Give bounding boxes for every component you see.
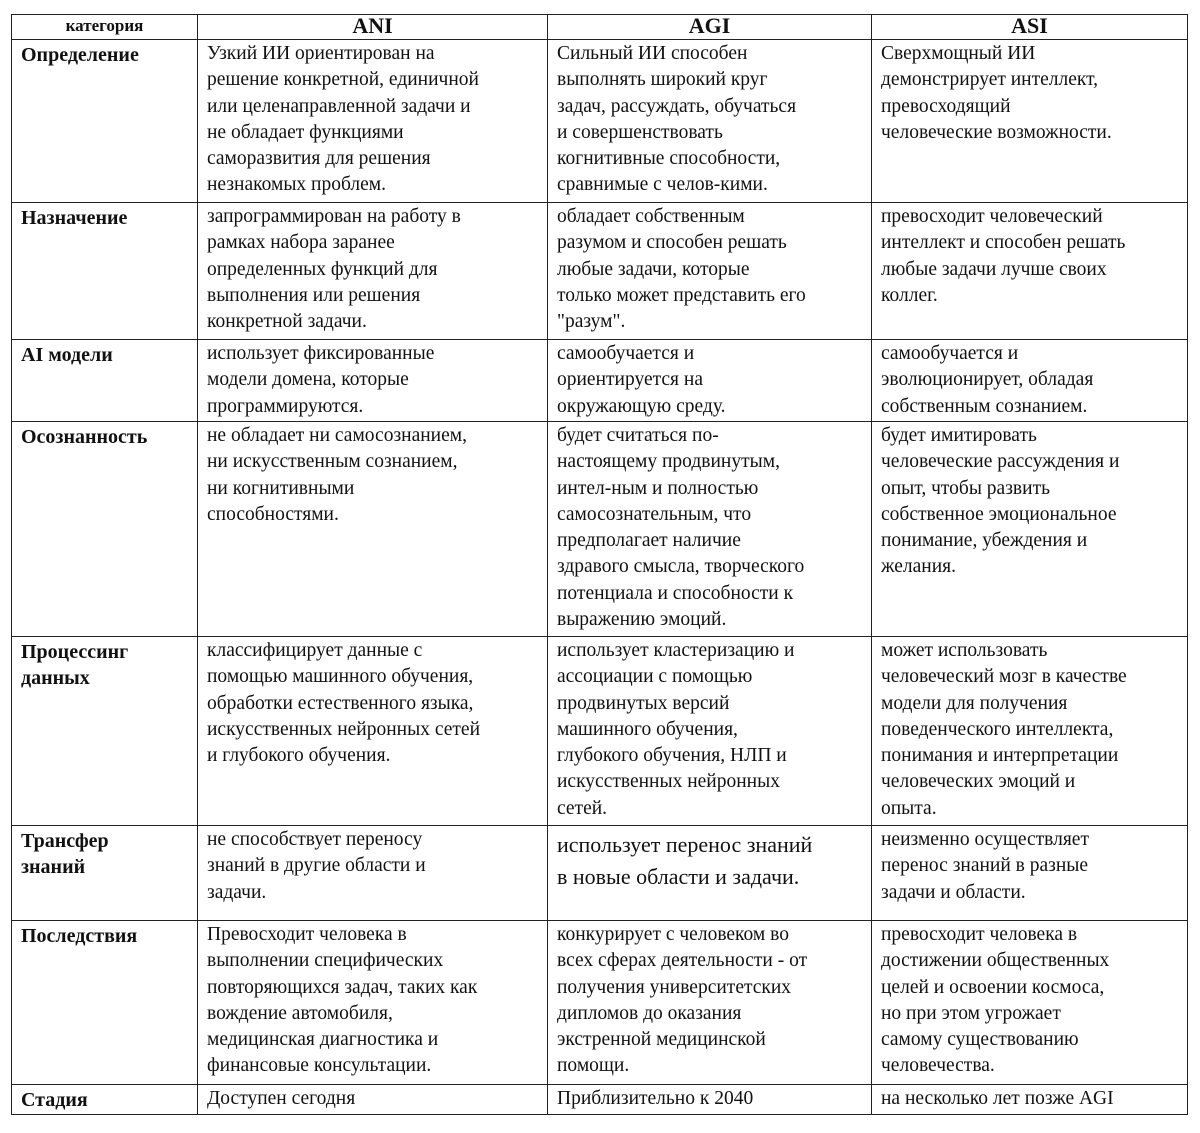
row-category: Процессинг данных: [12, 637, 198, 826]
row-category: Трансфер знаний: [12, 826, 198, 921]
table-row: [12, 921, 1188, 1085]
table-row: [12, 40, 1188, 203]
cell-agi: самообучается и ориентируется на окружающую среду.: [548, 340, 872, 422]
row-category: AI модели: [12, 340, 198, 422]
cell-agi: будет считаться по- настоящему продвинутым, интел-ным и полностью самосознательным, что предполагает наличие здравого смысла, творческого потенциала и способности к выражению эмоций.: [548, 422, 872, 637]
row-category: Стадия: [12, 1085, 198, 1115]
header-asi: ASI: [872, 15, 1188, 40]
cell-ani: классифицирует данные с помощью машинного обучения, обработки естественного языка, искусственных нейронных сетей и глубокого обучения.: [198, 637, 548, 826]
comparison-table: [11, 14, 1188, 1115]
cell-agi: Приблизительно к 2040: [548, 1085, 872, 1115]
header-row: [12, 15, 1188, 40]
table-row: [12, 422, 1188, 637]
cell-agi: обладает собственным разумом и способен решать любые задачи, которые только может представить его "разум".: [548, 203, 872, 340]
table-row: [12, 826, 1188, 921]
cell-agi: использует кластеризацию и ассоциации с помощью продвинутых версий машинного обучения, глубокого обучения, НЛП и искусственных нейронных сетей.: [548, 637, 872, 826]
header-category: категория: [12, 15, 198, 40]
cell-asi: самообучается и эволюционирует, обладая собственным сознанием.: [872, 340, 1188, 422]
cell-asi: превосходит человеческий интеллект и способен решать любые задачи лучше своих коллег.: [872, 203, 1188, 340]
row-category: Определение: [12, 40, 198, 203]
table-row: [12, 1085, 1188, 1115]
row-category: Назначение: [12, 203, 198, 340]
table-row: [12, 340, 1188, 422]
cell-ani: не способствует переносу знаний в другие области и задачи.: [198, 826, 548, 921]
row-category: Осознанность: [12, 422, 198, 637]
cell-agi: Сильный ИИ способен выполнять широкий круг задач, рассуждать, обучаться и совершенствовать когнитивные способности, сравнимые с челов-кими.: [548, 40, 872, 203]
header-ani: ANI: [198, 15, 548, 40]
cell-asi: неизменно осуществляет перенос знаний в разные задачи и области.: [872, 826, 1188, 921]
cell-agi: использует перенос знаний в новые области и задачи.: [548, 826, 872, 921]
cell-asi: может использовать человеческий мозг в качестве модели для получения поведенческого интеллекта, понимания и интерпретации человеческих эмоций и опыта.: [872, 637, 1188, 826]
cell-ani: не обладает ни самосознанием, ни искусственным сознанием, ни когнитивными способностями.: [198, 422, 548, 637]
table-row: [12, 203, 1188, 340]
cell-ani: Превосходит человека в выполнении специфических повторяющихся задач, таких как вождение автомобиля, медицинская диагностика и финансовые консультации.: [198, 921, 548, 1085]
cell-ani: использует фиксированные модели домена, которые программируются.: [198, 340, 548, 422]
cell-asi: будет имитировать человеческие рассуждения и опыт, чтобы развить собственное эмоциональное понимание, убеждения и желания.: [872, 422, 1188, 637]
cell-asi: превосходит человека в достижении общественных целей и освоении космоса, но при этом угрожает самому существованию человечества.: [872, 921, 1188, 1085]
cell-ani: Узкий ИИ ориентирован на решение конкретной, единичной или целенаправленной задачи и не обладает функциями саморазвития для решения незнакомых проблем.: [198, 40, 548, 203]
cell-ani: Доступен сегодня: [198, 1085, 548, 1115]
table-row: [12, 637, 1188, 826]
cell-asi: Сверхмощный ИИ демонстрирует интеллект, превосходящий человеческие возможности.: [872, 40, 1188, 203]
cell-ani: запрограммирован на работу в рамках набора заранее определенных функций для выполнения или решения конкретной задачи.: [198, 203, 548, 340]
cell-asi: на несколько лет позже AGI: [872, 1085, 1188, 1115]
row-category: Последствия: [12, 921, 198, 1085]
cell-agi: конкурирует с человеком во всех сферах деятельности - от получения университетских дипломов до оказания экстренной медицинской помощи.: [548, 921, 872, 1085]
header-agi: AGI: [548, 15, 872, 40]
